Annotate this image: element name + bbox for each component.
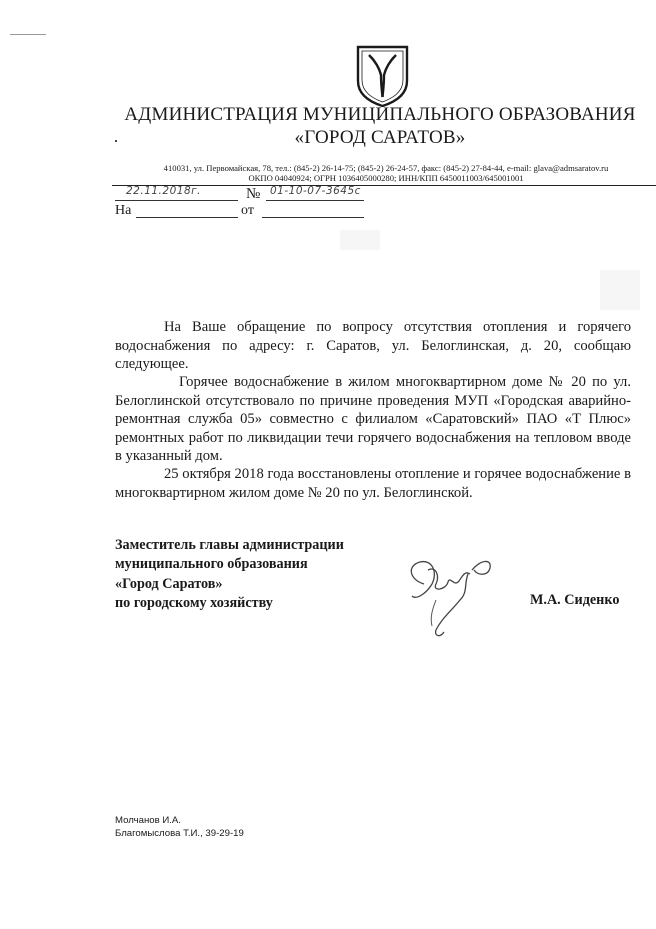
org-title-line-2: «ГОРОД САРАТОВ» <box>294 127 466 148</box>
handwritten-signature <box>402 540 498 642</box>
executor-line-1: Молчанов И.А. <box>115 815 181 826</box>
scan-dot <box>115 140 117 142</box>
from-label: от <box>241 203 254 218</box>
executor-block <box>115 815 244 840</box>
signer-position <box>115 536 415 613</box>
scan-artifact-smudge <box>600 270 640 310</box>
registration-number: 01-10-07-3645с <box>270 185 361 197</box>
on-underline <box>136 217 238 218</box>
on-label: На <box>115 203 132 218</box>
org-title-line-1: АДМИНИСТРАЦИЯ МУНИЦИПАЛЬНОГО ОБРАЗОВАНИЯ <box>124 104 636 125</box>
registration-date: 22.11.2018г. <box>126 185 201 197</box>
signer-position-line-2: муниципального образования <box>115 556 308 573</box>
body-paragraph-1: На Ваше обращение по вопросу отсутствия отопления и горячего водоснабжения по адресу: г. Саратов, ул. Белоглинская, д. 20, сообщаю следующее. <box>115 319 631 373</box>
body-paragraph-2: Горячее водоснабжение в жилом многоквартирном доме № 20 по ул. Белоглинской отсутствовало по причине проведения МУП «Городская аварийно-ремонтная служба 05» совместно с филиалом «Саратовский» ПАО «Т Плюс» ремонтных работ по ликвидации течи горячего водоснабжения на тепловом вводе в указанный дом. <box>115 374 631 465</box>
from-underline <box>262 217 364 218</box>
body-paragraph-3: 25 октября 2018 года восстановлены отопление и горячее водоснабжение в многоквартирном жилом доме № 20 по ул. Белоглинской. <box>115 466 631 501</box>
saratov-coat-of-arms-icon <box>355 45 410 107</box>
signer-name: М.А. Сиденко <box>530 592 620 608</box>
number-underline <box>266 200 364 201</box>
contacts-line-1: 410031, ул. Первомайская, 78, тел.: (845-2) 26-14-75; (845-2) 26-24-57, факс: (845-2) 27-84-44, e-mail: glava@admsaratov.ru <box>163 163 609 173</box>
scan-artifact-smudge <box>340 230 380 250</box>
date-underline <box>115 200 238 201</box>
signer-position-line-3: «Город Саратов» <box>115 575 223 592</box>
signer-position-line-1: Заместитель главы администрации <box>115 537 344 553</box>
executor-line-2: Благомыслова Т.И., 39-29-19 <box>115 827 244 839</box>
contacts-line-2: ОКПО 04040924; ОГРН 1036405000280; ИНН/КПП 6450011003/645001001 <box>248 173 524 183</box>
scan-artifact-line <box>10 34 46 35</box>
number-label: № <box>246 186 261 202</box>
signer-position-line-4: по городскому хозяйству <box>115 594 273 611</box>
